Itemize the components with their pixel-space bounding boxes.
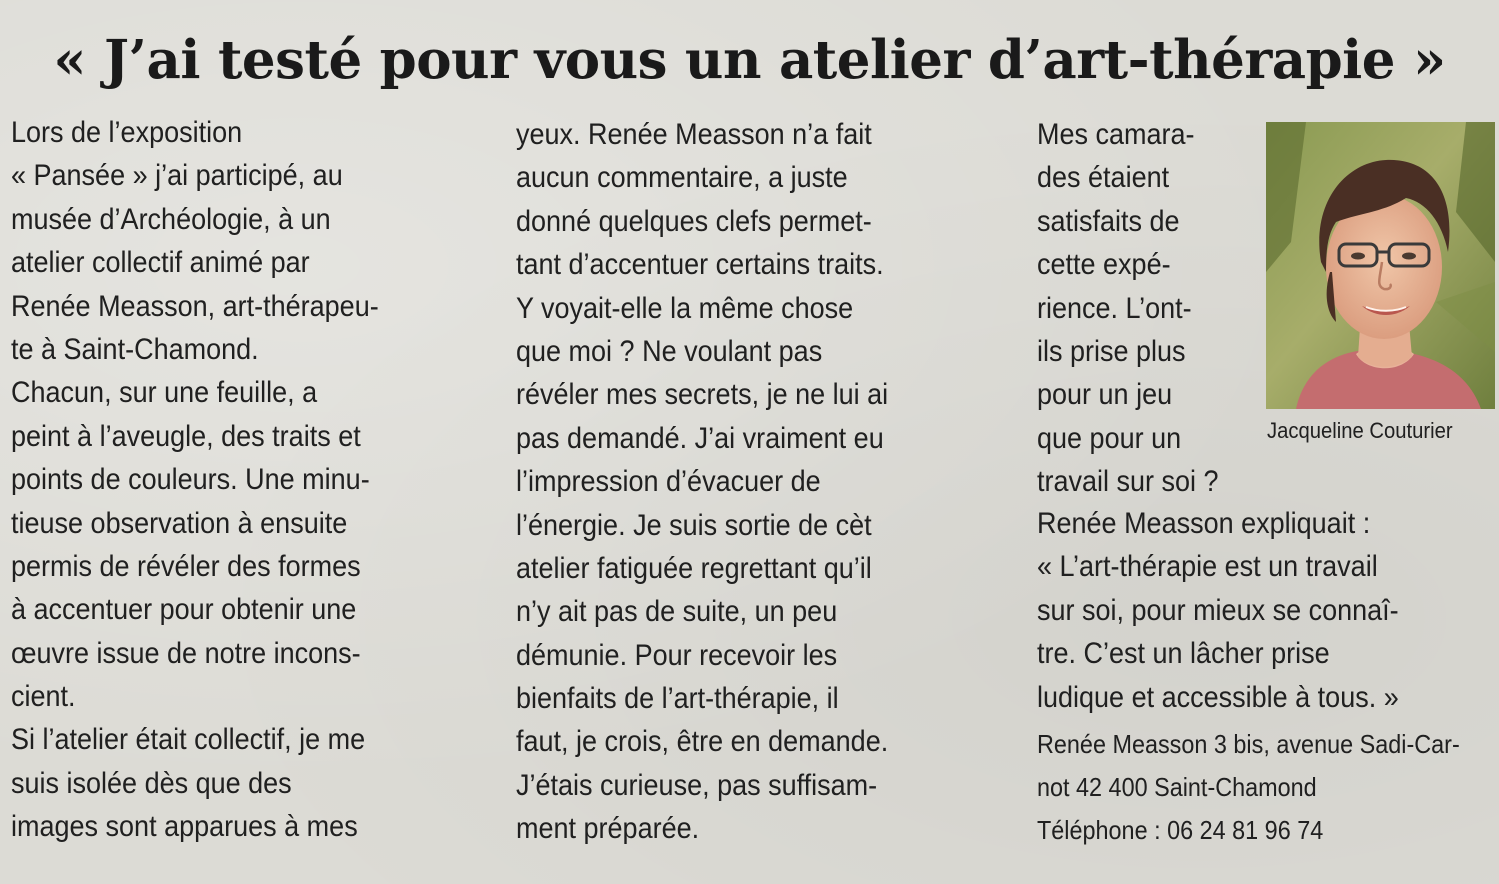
text-line: te à Saint-Chamond. [11, 332, 259, 366]
contact-phone: Téléphone : 06 24 81 96 74 [1037, 815, 1324, 845]
text-line: Renée Measson expliquait : [1037, 507, 1371, 540]
text-line: tre. C’est un lâcher prise [1037, 637, 1330, 671]
text-line: tant d’accentuer certains traits. [516, 248, 884, 282]
text-line: tieuse observation à ensuite [11, 506, 348, 540]
article-column-3-top [1037, 113, 1219, 504]
photo-caption: Jacqueline Couturier [1267, 418, 1453, 443]
text-line: Si l’atelier était collectif, je me [11, 723, 366, 757]
text-line: révéler mes secrets, je ne lui ai [516, 378, 889, 412]
text-line: Mes camara- [1037, 118, 1195, 151]
article-column-3-bottom [1037, 502, 1399, 719]
text-line: peint à l’aveugle, des traits et [11, 419, 361, 453]
text-line: l’impression d’évacuer de [516, 465, 821, 499]
text-line: démunie. Pour recevoir les [516, 638, 838, 672]
text-line: Chacun, sur une feuille, a [11, 376, 318, 410]
text-line: cette expé- [1037, 248, 1171, 282]
text-line: n’y ait pas de suite, un peu [516, 595, 838, 629]
text-line: aucun commentaire, a juste [516, 161, 848, 195]
portrait-illustration [1266, 122, 1495, 409]
text-line: ludique et accessible à tous. » [1037, 680, 1399, 714]
text-line: atelier collectif animé par [11, 246, 310, 280]
text-line: ils prise plus [1037, 334, 1186, 368]
text-line: points de couleurs. Une minu- [11, 463, 370, 497]
text-line: des étaient [1037, 161, 1170, 195]
article-column-2 [516, 113, 888, 851]
text-line: permis de révéler des formes [11, 549, 361, 583]
text-line: faut, je crois, être en demande. [516, 725, 889, 759]
text-line: « Pansée » j’ai participé, au [11, 159, 343, 193]
text-line: donné quelques clefs permet- [516, 204, 872, 238]
text-line: suis isolée dès que des [11, 766, 292, 800]
text-line: œuvre issue de notre incons- [11, 636, 361, 670]
text-line: rience. L’ont- [1037, 291, 1192, 325]
article-column-1 [11, 111, 379, 849]
text-line: que moi ? Ne voulant pas [516, 334, 823, 368]
text-line: atelier fatiguée regrettant qu’il [516, 551, 872, 585]
text-line: Y voyait-elle la même chose [516, 291, 854, 325]
text-line: travail sur soi ? [1037, 465, 1219, 499]
text-line: yeux. Renée Measson n’a fait [516, 118, 872, 151]
text-line: images sont apparues à mes [11, 810, 358, 844]
text-line: pour un jeu [1037, 378, 1173, 412]
text-line: sur soi, pour mieux se connaî- [1037, 593, 1399, 627]
text-line: que pour un [1037, 421, 1182, 455]
text-line: cient. [11, 680, 76, 714]
text-line: Renée Measson, art-thérapeu- [11, 289, 379, 323]
text-line: pas demandé. J’ai vraiment eu [516, 421, 884, 455]
text-line: musée d’Archéologie, à un [11, 202, 331, 236]
text-line: l’énergie. Je suis sortie de cèt [516, 508, 872, 542]
article-title: « J’ai testé pour vous un atelier d’art-thérapie » [53, 29, 1446, 91]
text-line: Lors de l’exposition [11, 116, 243, 149]
text-line: à accentuer pour obtenir une [11, 593, 357, 627]
contact-address-line-1: Renée Measson 3 bis, avenue Sadi-Car- [1037, 729, 1460, 759]
text-line: « L’art-thérapie est un travail [1037, 550, 1378, 584]
text-line: satisfaits de [1037, 204, 1180, 238]
contact-address-line-2: not 42 400 Saint-Chamond [1037, 772, 1317, 802]
author-portrait-photo [1266, 122, 1495, 409]
text-line: J’étais curieuse, pas suffisam- [516, 768, 878, 802]
text-line: ment préparée. [516, 812, 700, 846]
text-line: bienfaits de l’art-thérapie, il [516, 682, 839, 716]
